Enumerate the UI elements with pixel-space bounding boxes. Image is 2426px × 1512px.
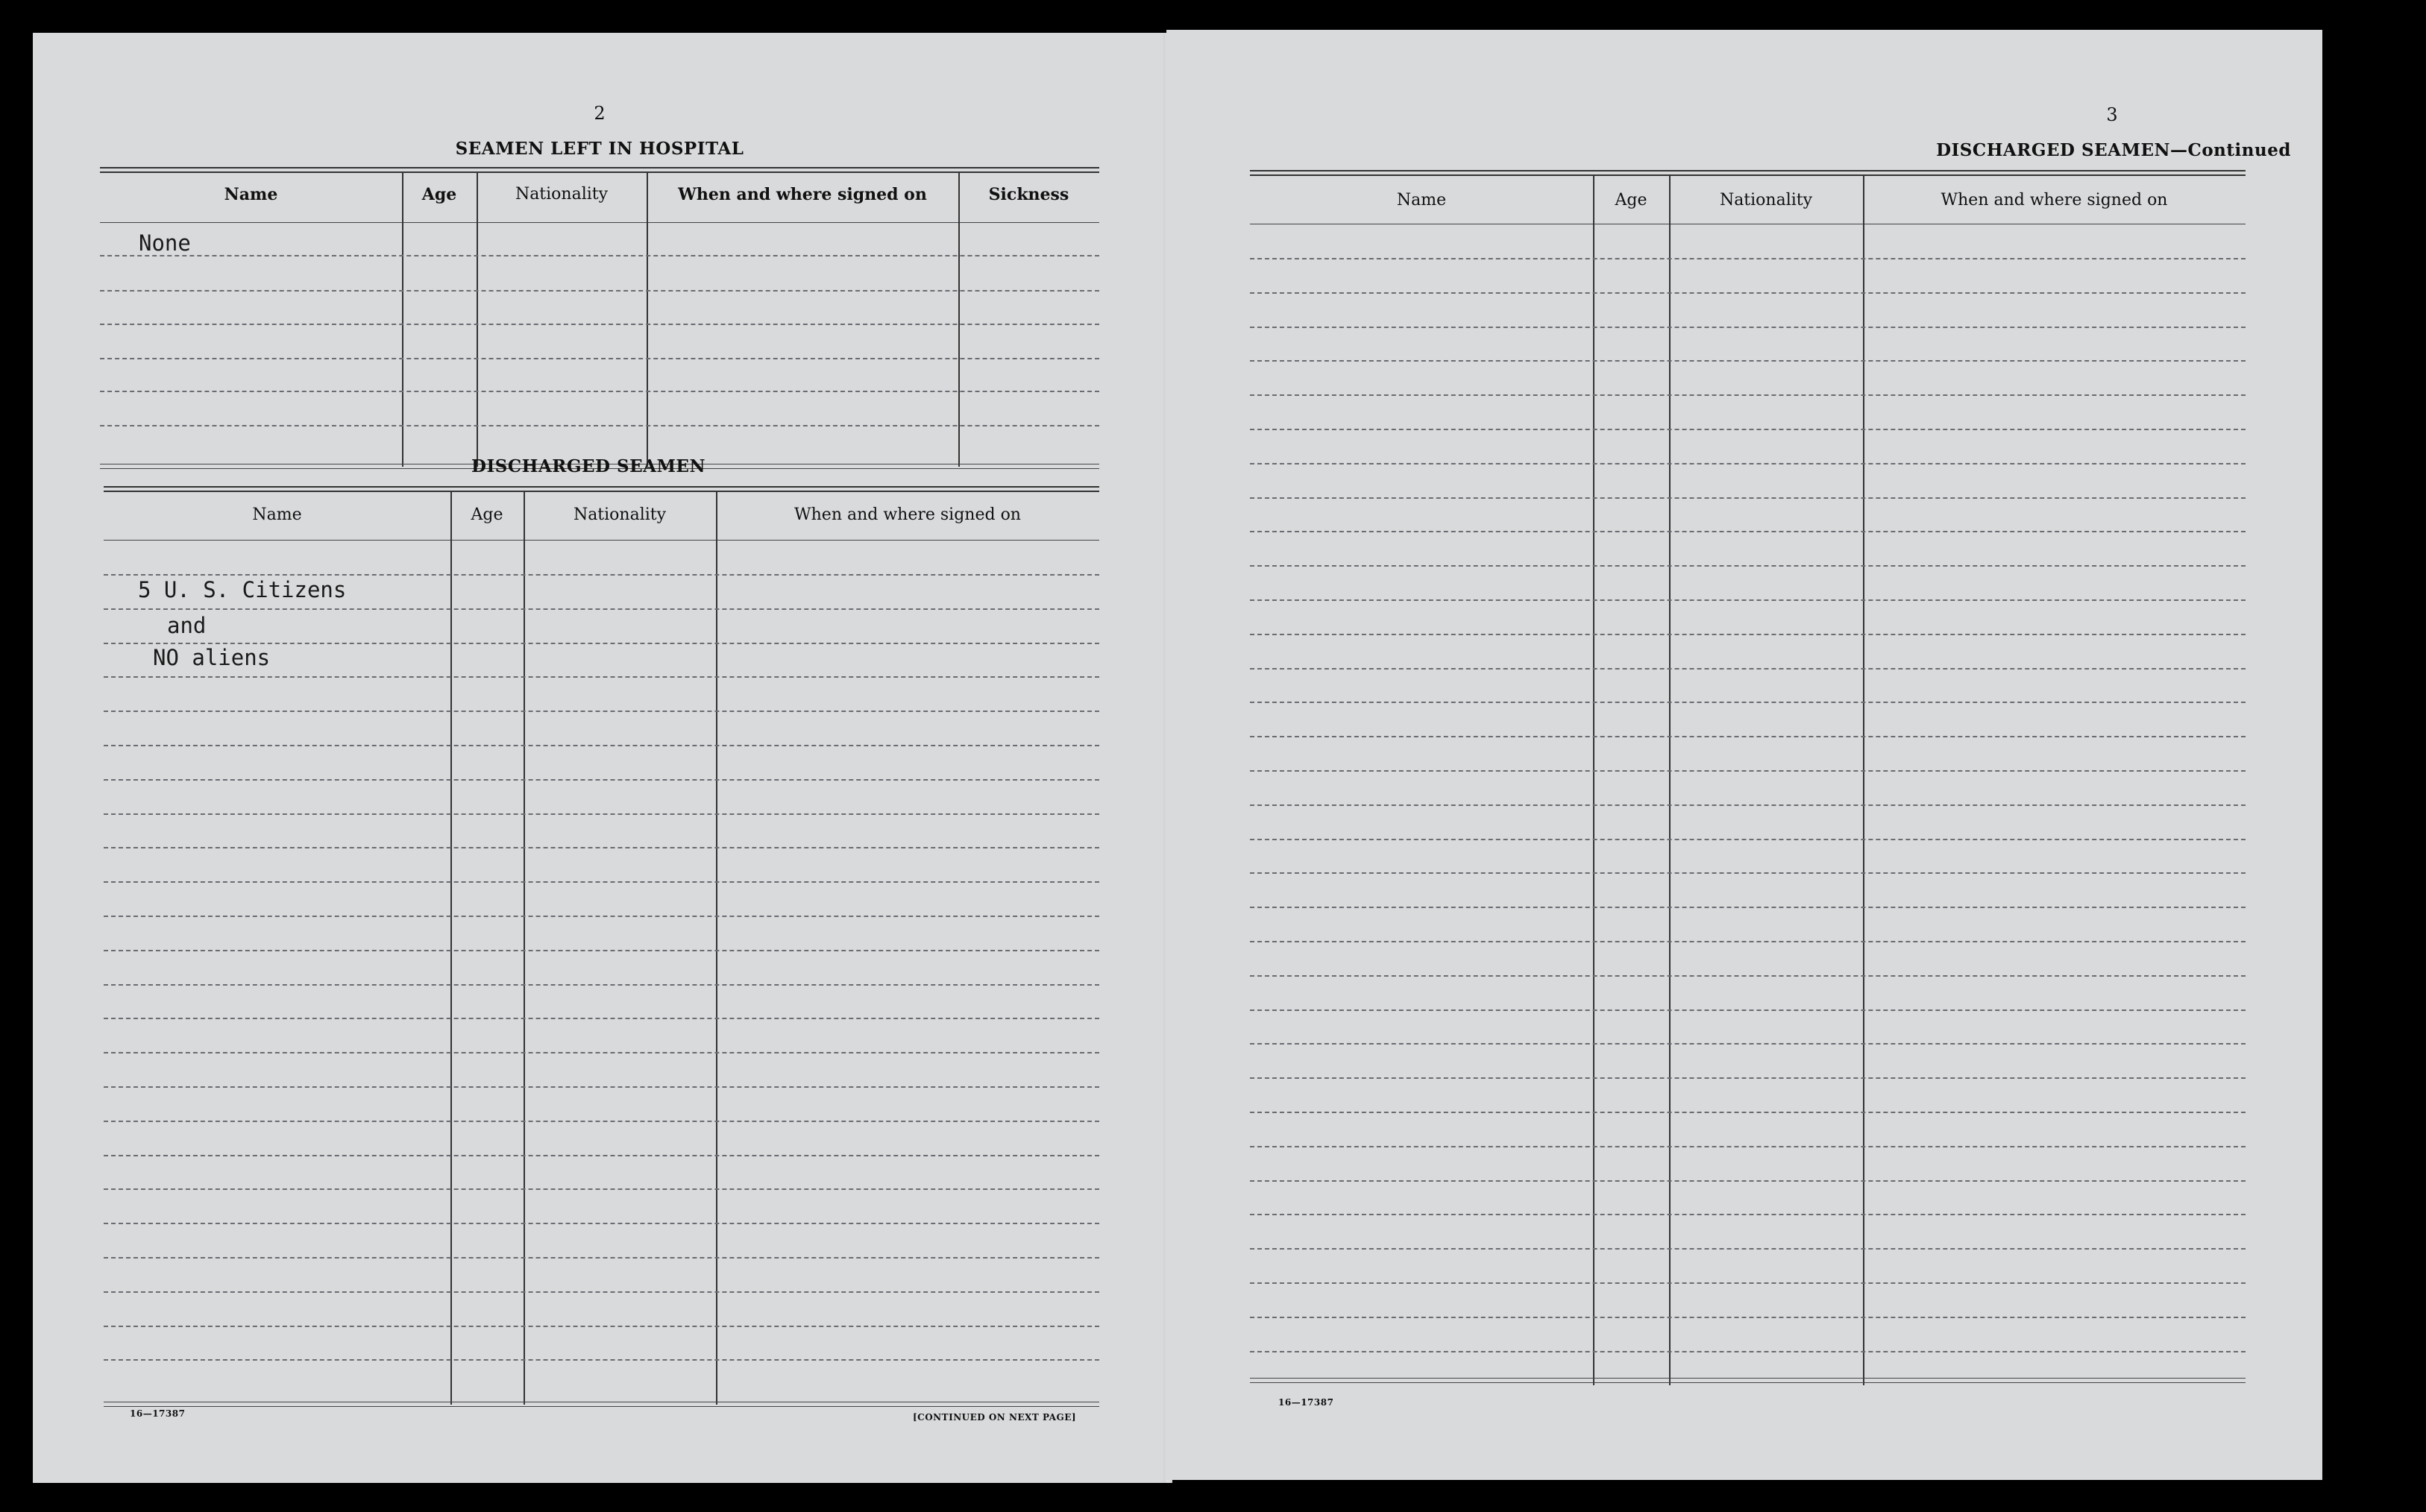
dotted-row-line	[1250, 702, 2246, 703]
dotted-row-line	[1250, 1248, 2246, 1250]
dotted-row-line	[104, 1291, 1099, 1293]
right-page	[1166, 30, 2322, 1480]
dotted-row-line	[1250, 1282, 2246, 1284]
discharged-entry-2: and	[167, 613, 207, 638]
hosp-col-age: Age	[421, 185, 457, 204]
dotted-row-line	[104, 1257, 1099, 1259]
dotted-row-line	[104, 1188, 1099, 1190]
page-number: 2	[594, 103, 606, 124]
dotted-row-line	[1250, 941, 2246, 942]
dotted-row-line	[104, 847, 1099, 848]
dotted-row-line	[104, 1121, 1099, 1122]
dotted-row-line	[104, 676, 1099, 678]
dotted-row-line	[104, 1223, 1099, 1224]
dotted-row-line	[104, 1155, 1099, 1156]
disc-col-signed-on: When and where signed on	[794, 505, 1021, 524]
dotted-row-line	[1250, 463, 2246, 464]
dotted-row-line	[1250, 1214, 2246, 1215]
dotted-row-line	[104, 984, 1099, 986]
dotted-row-line	[1250, 599, 2246, 601]
dotted-row-line	[104, 916, 1099, 917]
dotted-row-line	[1250, 668, 2246, 670]
continued-note: [CONTINUED ON NEXT PAGE]	[913, 1412, 1077, 1423]
left-page	[33, 33, 1166, 1483]
disc-col-name: Name	[252, 505, 302, 524]
cont-col-nationality: Nationality	[1719, 191, 1813, 210]
discharged-entry-3: NO aliens	[153, 645, 271, 670]
hospital-title: SEAMEN LEFT IN HOSPITAL	[455, 139, 744, 159]
dotted-row-line	[104, 643, 1099, 644]
discharged-continued-table	[1250, 170, 2246, 1417]
hospital-entry: None	[139, 230, 191, 256]
dotted-row-line	[1250, 394, 2246, 396]
dotted-row-line	[1250, 839, 2246, 840]
dotted-row-line	[1250, 360, 2246, 362]
dotted-row-line	[1250, 804, 2246, 806]
dotted-row-line	[104, 608, 1099, 610]
dotted-row-line	[1250, 497, 2246, 499]
dotted-row-line	[1250, 872, 2246, 874]
dotted-row-line	[1250, 1009, 2246, 1011]
dotted-row-line	[1250, 1112, 2246, 1113]
dotted-row-line	[1250, 1351, 2246, 1352]
dotted-row-line	[104, 1086, 1099, 1088]
discharged-title: DISCHARGED SEAMEN	[471, 456, 706, 476]
hosp-col-nationality: Nationality	[515, 185, 609, 204]
cont-col-name: Name	[1396, 191, 1447, 210]
disc-col-nationality: Nationality	[573, 505, 667, 524]
dotted-row-line	[1250, 565, 2246, 567]
dotted-row-line	[1250, 327, 2246, 328]
hosp-col-signed-on: When and where signed on	[678, 185, 927, 204]
dotted-row-line	[1250, 736, 2246, 737]
dotted-row-line	[104, 1359, 1099, 1361]
cont-col-signed-on: When and where signed on	[1941, 191, 2168, 210]
dotted-row-line	[1250, 634, 2246, 635]
dotted-row-line	[1250, 1043, 2246, 1045]
discharged-entry-1: 5 U. S. Citizens	[138, 577, 347, 602]
dotted-row-line	[1250, 907, 2246, 908]
form-number: 16—17387	[130, 1408, 186, 1419]
dotted-row-line	[104, 1326, 1099, 1327]
dotted-row-line	[1250, 770, 2246, 772]
dotted-row-line	[1250, 258, 2246, 259]
hospital-table	[100, 167, 1099, 470]
dotted-row-line	[1250, 531, 2246, 532]
dotted-row-line	[104, 779, 1099, 781]
form-number: 16—17387	[1278, 1397, 1334, 1408]
dotted-row-line	[1250, 1077, 2246, 1079]
disc-col-age: Age	[471, 505, 503, 524]
dotted-row-line	[1250, 1146, 2246, 1147]
dotted-row-line	[1250, 429, 2246, 430]
dotted-row-line	[104, 950, 1099, 951]
page-number: 3	[2106, 104, 2118, 125]
dotted-row-line	[104, 574, 1099, 576]
dotted-row-line	[1250, 292, 2246, 294]
dotted-row-line	[1250, 975, 2246, 977]
dotted-row-line	[104, 1052, 1099, 1053]
cont-col-age: Age	[1615, 191, 1647, 210]
discharged-table	[104, 486, 1099, 1408]
dotted-row-line	[104, 1018, 1099, 1019]
dotted-row-line	[1250, 1180, 2246, 1182]
dotted-row-line	[104, 813, 1099, 815]
dotted-row-line	[104, 881, 1099, 883]
hosp-col-sickness: Sickness	[988, 185, 1069, 204]
dotted-row-line	[1250, 1317, 2246, 1318]
continued-title: DISCHARGED SEAMEN—Continued	[1936, 140, 2291, 160]
dotted-row-line	[104, 745, 1099, 746]
hosp-col-name: Name	[224, 185, 278, 204]
dotted-row-line	[104, 711, 1099, 712]
